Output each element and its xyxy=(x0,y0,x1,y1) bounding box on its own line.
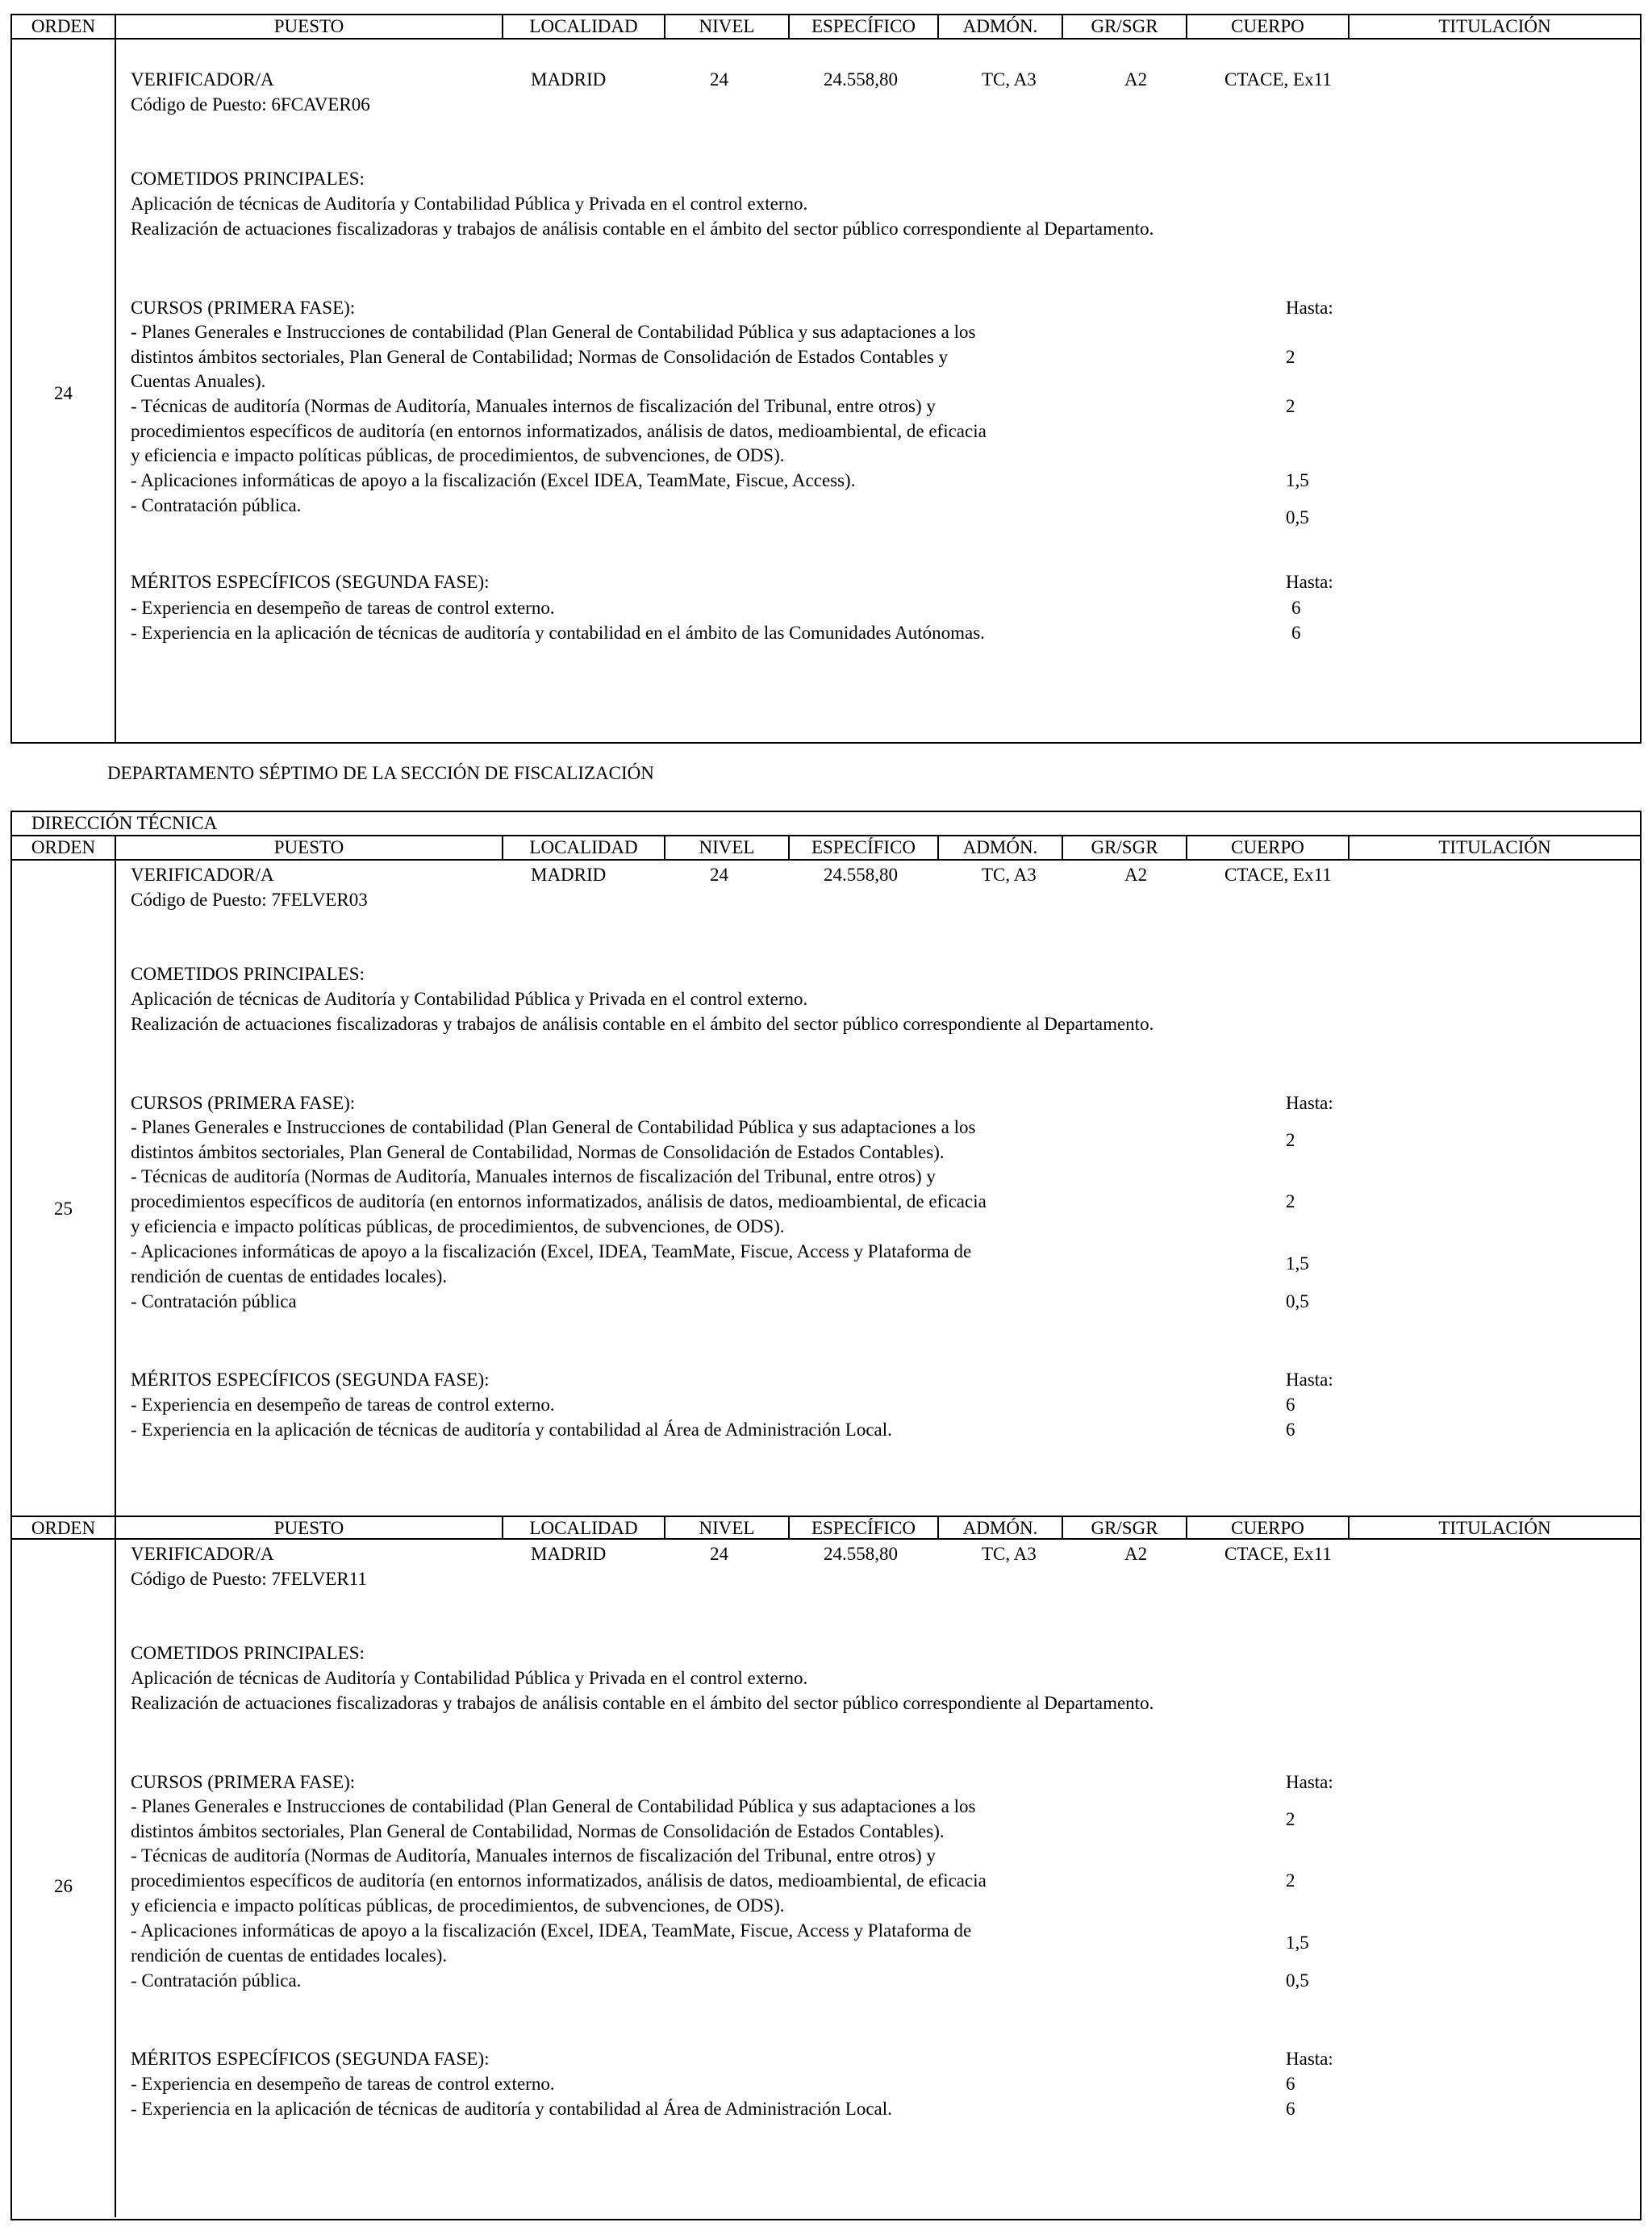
cursos-hasta: Hasta: xyxy=(1286,1772,1333,1792)
meritos-title: MÉRITOS ESPECÍFICOS (SEGUNDA FASE): xyxy=(131,2049,490,2069)
entry-body xyxy=(12,40,1640,742)
merito-line: - Experiencia en desempeño de tareas de control externo. xyxy=(131,598,555,618)
orden-number: 24 xyxy=(54,383,73,403)
col-especifico: ESPECÍFICO xyxy=(790,1517,939,1538)
merito-points: 6 xyxy=(1291,623,1301,643)
gr-value: A2 xyxy=(1124,69,1148,90)
col-especifico: ESPECÍFICO xyxy=(790,836,939,859)
admon-value: TC, A3 xyxy=(982,69,1037,90)
position-table-24 xyxy=(10,14,1642,744)
merito-points: 6 xyxy=(1286,2099,1295,2119)
curso-line: procedimientos específicos de auditoría (en entornos informatizados, análisis de datos, medioambiental, de eficacia xyxy=(131,421,987,441)
localidad-value: MADRID xyxy=(531,69,607,90)
col-gr-sgr: GR/SGR xyxy=(1063,1517,1187,1538)
cometidos-title: COMETIDOS PRINCIPALES: xyxy=(131,1643,365,1663)
col-admon: ADMÓN. xyxy=(939,15,1063,38)
curso-points: 1,5 xyxy=(1286,470,1309,490)
col-especifico: ESPECÍFICO xyxy=(790,15,939,38)
col-gr-sgr: GR/SGR xyxy=(1063,15,1187,38)
nivel-value: 24 xyxy=(710,1544,728,1564)
curso-line: procedimientos específicos de auditoría (en entornos informatizados, análisis de datos, medioambiental, de eficacia xyxy=(131,1191,987,1211)
curso-line: y eficiencia e impacto políticas públicas, de procedimientos, de subvenciones, de ODS). xyxy=(131,445,785,465)
col-nivel: NIVEL xyxy=(665,15,790,38)
curso-line: y eficiencia e impacto políticas públicas, de procedimientos, de subvenciones, de ODS). xyxy=(131,1895,785,1916)
curso-line: - Planes Generales e Instrucciones de contabilidad (Plan General de Contabilidad Pública y sus adaptaciones a los xyxy=(131,1117,976,1137)
puesto-name: VERIFICADOR/A xyxy=(131,1544,274,1564)
cursos-title: CURSOS (PRIMERA FASE): xyxy=(131,1093,356,1113)
cursos-hasta: Hasta: xyxy=(1286,298,1333,318)
col-gr-sgr: GR/SGR xyxy=(1063,836,1187,859)
col-puesto: PUESTO xyxy=(116,15,503,38)
curso-points: 0,5 xyxy=(1286,507,1309,527)
cometido-line: Aplicación de técnicas de Auditoría y Contabilidad Pública y Privada en el control externo. xyxy=(131,194,808,214)
admon-value: TC, A3 xyxy=(982,1544,1037,1564)
localidad-value: MADRID xyxy=(531,1544,607,1564)
cometido-line: Realización de actuaciones fiscalizadoras y trabajos de análisis contable en el ámbito del sector público correspondiente al Departamento. xyxy=(131,1693,1154,1713)
curso-points: 1,5 xyxy=(1286,1933,1309,1953)
col-cuerpo: CUERPO xyxy=(1187,15,1350,38)
merito-line: - Experiencia en la aplicación de técnicas de auditoría y contabilidad al Área de Administración Local. xyxy=(131,2099,892,2119)
curso-line: rendición de cuentas de entidades locales). xyxy=(131,1945,448,1966)
col-titulacion: TITULACIÓN xyxy=(1438,837,1551,857)
orden-cell xyxy=(12,861,116,1516)
curso-points: 0,5 xyxy=(1286,1970,1309,1991)
col-puesto: PUESTO xyxy=(116,836,503,859)
curso-line: - Contratación pública. xyxy=(131,1970,302,1991)
curso-points: 1,5 xyxy=(1286,1253,1309,1274)
merito-points: 6 xyxy=(1286,2074,1295,2094)
cometidos-title: COMETIDOS PRINCIPALES: xyxy=(131,964,365,984)
nivel-value: 24 xyxy=(710,865,728,885)
cursos-title: CURSOS (PRIMERA FASE): xyxy=(131,298,356,318)
curso-line: - Aplicaciones informáticas de apoyo a la fiscalización (Excel IDEA, TeamMate, Fiscue, Access). xyxy=(131,470,856,490)
cometido-line: Aplicación de técnicas de Auditoría y Contabilidad Pública y Privada en el control externo. xyxy=(131,989,808,1009)
column-header-row xyxy=(12,1516,1640,1540)
col-localidad: LOCALIDAD xyxy=(503,15,665,38)
gr-value: A2 xyxy=(1124,1544,1148,1564)
col-localidad: LOCALIDAD xyxy=(503,1517,665,1538)
cometido-line: Realización de actuaciones fiscalizadoras y trabajos de análisis contable en el ámbito del sector público correspondiente al Departamento. xyxy=(131,1014,1154,1034)
direction-label: DIRECCIÓN TÉCNICA xyxy=(12,812,1640,836)
merito-line: - Experiencia en desempeño de tareas de control externo. xyxy=(131,2074,555,2094)
column-header-row xyxy=(12,15,1640,40)
col-orden: ORDEN xyxy=(12,836,116,859)
curso-points: 2 xyxy=(1286,1130,1295,1150)
cuerpo-value: CTACE, Ex11 xyxy=(1224,865,1332,885)
cometido-line: Aplicación de técnicas de Auditoría y Contabilidad Pública y Privada en el control externo. xyxy=(131,1668,808,1688)
cometido-line: Realización de actuaciones fiscalizadoras y trabajos de análisis contable en el ámbito del sector público correspondiente al Departamento. xyxy=(131,219,1154,239)
merito-line: - Experiencia en la aplicación de técnicas de auditoría y contabilidad en el ámbito de las Comunidades Autónomas. xyxy=(131,623,985,643)
gr-value: A2 xyxy=(1124,865,1148,885)
curso-line: - Contratación pública. xyxy=(131,495,302,515)
position-table-25-26 xyxy=(10,811,1642,2220)
curso-line: y eficiencia e impacto políticas públicas, de procedimientos, de subvenciones, de ODS). xyxy=(131,1216,785,1236)
entry-body xyxy=(12,861,1640,1516)
admon-value: TC, A3 xyxy=(982,865,1037,885)
curso-line: - Aplicaciones informáticas de apoyo a la fiscalización (Excel, IDEA, TeamMate, Fiscue, Access y Plataforma de xyxy=(131,1920,972,1941)
meritos-title: MÉRITOS ESPECÍFICOS (SEGUNDA FASE): xyxy=(131,1370,490,1390)
meritos-title: MÉRITOS ESPECÍFICOS (SEGUNDA FASE): xyxy=(131,572,490,592)
curso-line: - Técnicas de auditoría (Normas de Auditoría, Manuales internos de fiscalización del Tribunal, entre otros) y xyxy=(131,1845,936,1866)
col-orden: ORDEN xyxy=(12,1517,116,1538)
puesto-code: Código de Puesto: 6FCAVER06 xyxy=(131,94,370,115)
curso-line: rendición de cuentas de entidades locales). xyxy=(131,1266,448,1286)
puesto-code: Código de Puesto: 7FELVER11 xyxy=(131,1569,367,1589)
curso-points: 2 xyxy=(1286,1191,1295,1211)
puesto-name: VERIFICADOR/A xyxy=(131,865,274,885)
merito-line: - Experiencia en la aplicación de técnicas de auditoría y contabilidad al Área de Administración Local. xyxy=(131,1420,892,1440)
meritos-hasta: Hasta: xyxy=(1286,2049,1333,2069)
cuerpo-value: CTACE, Ex11 xyxy=(1224,69,1332,90)
col-admon: ADMÓN. xyxy=(939,836,1063,859)
col-orden: ORDEN xyxy=(12,15,116,38)
curso-line: - Técnicas de auditoría (Normas de Auditoría, Manuales internos de fiscalización del Tribunal, entre otros) y xyxy=(131,1166,936,1186)
col-cuerpo: CUERPO xyxy=(1187,1517,1350,1538)
merito-points: 6 xyxy=(1286,1395,1295,1415)
cursos-title: CURSOS (PRIMERA FASE): xyxy=(131,1772,356,1792)
column-header-row xyxy=(12,836,1640,861)
orden-cell xyxy=(12,1540,116,2217)
curso-line: Cuentas Anuales). xyxy=(131,371,266,391)
curso-line: - Planes Generales e Instrucciones de contabilidad (Plan General de Contabilidad Pública y sus adaptaciones a los xyxy=(131,322,976,342)
curso-points: 2 xyxy=(1286,396,1295,416)
col-cuerpo: CUERPO xyxy=(1187,836,1350,859)
meritos-hasta: Hasta: xyxy=(1286,572,1333,592)
department-title: DEPARTAMENTO SÉPTIMO DE LA SECCIÓN DE FISCALIZACIÓN xyxy=(107,763,654,783)
entry-body xyxy=(12,1540,1640,2217)
col-localidad: LOCALIDAD xyxy=(503,836,665,859)
curso-points: 2 xyxy=(1286,1870,1295,1891)
col-titulacion: TITULACIÓN xyxy=(1438,16,1551,36)
curso-line: - Contratación pública xyxy=(131,1291,297,1311)
localidad-value: MADRID xyxy=(531,865,607,885)
orden-cell xyxy=(12,40,116,742)
puesto-code: Código de Puesto: 7FELVER03 xyxy=(131,890,368,910)
curso-line: distintos ámbitos sectoriales, Plan General de Contabilidad, Normas de Consolidación de Estados Contables). xyxy=(131,1821,945,1841)
merito-points: 6 xyxy=(1286,1420,1295,1440)
especifico-value: 24.558,80 xyxy=(824,1544,898,1564)
col-nivel: NIVEL xyxy=(665,1517,790,1538)
cuerpo-value: CTACE, Ex11 xyxy=(1224,1544,1332,1564)
col-nivel: NIVEL xyxy=(665,836,790,859)
especifico-value: 24.558,80 xyxy=(824,865,898,885)
curso-line: - Planes Generales e Instrucciones de contabilidad (Plan General de Contabilidad Pública y sus adaptaciones a los xyxy=(131,1796,976,1816)
col-titulacion: TITULACIÓN xyxy=(1438,1518,1551,1538)
curso-line: procedimientos específicos de auditoría (en entornos informatizados, análisis de datos, medioambiental, de eficacia xyxy=(131,1870,987,1891)
col-admon: ADMÓN. xyxy=(939,1517,1063,1538)
merito-line: - Experiencia en desempeño de tareas de control externo. xyxy=(131,1395,555,1415)
orden-number: 26 xyxy=(54,1876,73,1896)
merito-points: 6 xyxy=(1291,598,1301,618)
curso-line: distintos ámbitos sectoriales, Plan General de Contabilidad; Normas de Consolidación de Estados Contables y xyxy=(131,347,949,367)
cometidos-title: COMETIDOS PRINCIPALES: xyxy=(131,169,365,189)
especifico-value: 24.558,80 xyxy=(824,69,898,90)
puesto-name: VERIFICADOR/A xyxy=(131,69,274,90)
curso-line: - Aplicaciones informáticas de apoyo a la fiscalización (Excel, IDEA, TeamMate, Fiscue, Access y Plataforma de xyxy=(131,1241,972,1261)
curso-line: distintos ámbitos sectoriales, Plan General de Contabilidad, Normas de Consolidación de Estados Contables). xyxy=(131,1142,945,1162)
curso-line: - Técnicas de auditoría (Normas de Auditoría, Manuales internos de fiscalización del Tribunal, entre otros) y xyxy=(131,396,936,416)
nivel-value: 24 xyxy=(710,69,728,90)
curso-points: 2 xyxy=(1286,347,1295,367)
curso-points: 2 xyxy=(1286,1809,1295,1829)
meritos-hasta: Hasta: xyxy=(1286,1370,1333,1390)
curso-points: 0,5 xyxy=(1286,1291,1309,1311)
cursos-hasta: Hasta: xyxy=(1286,1093,1333,1113)
col-puesto: PUESTO xyxy=(116,1517,503,1538)
orden-number: 25 xyxy=(54,1199,73,1219)
